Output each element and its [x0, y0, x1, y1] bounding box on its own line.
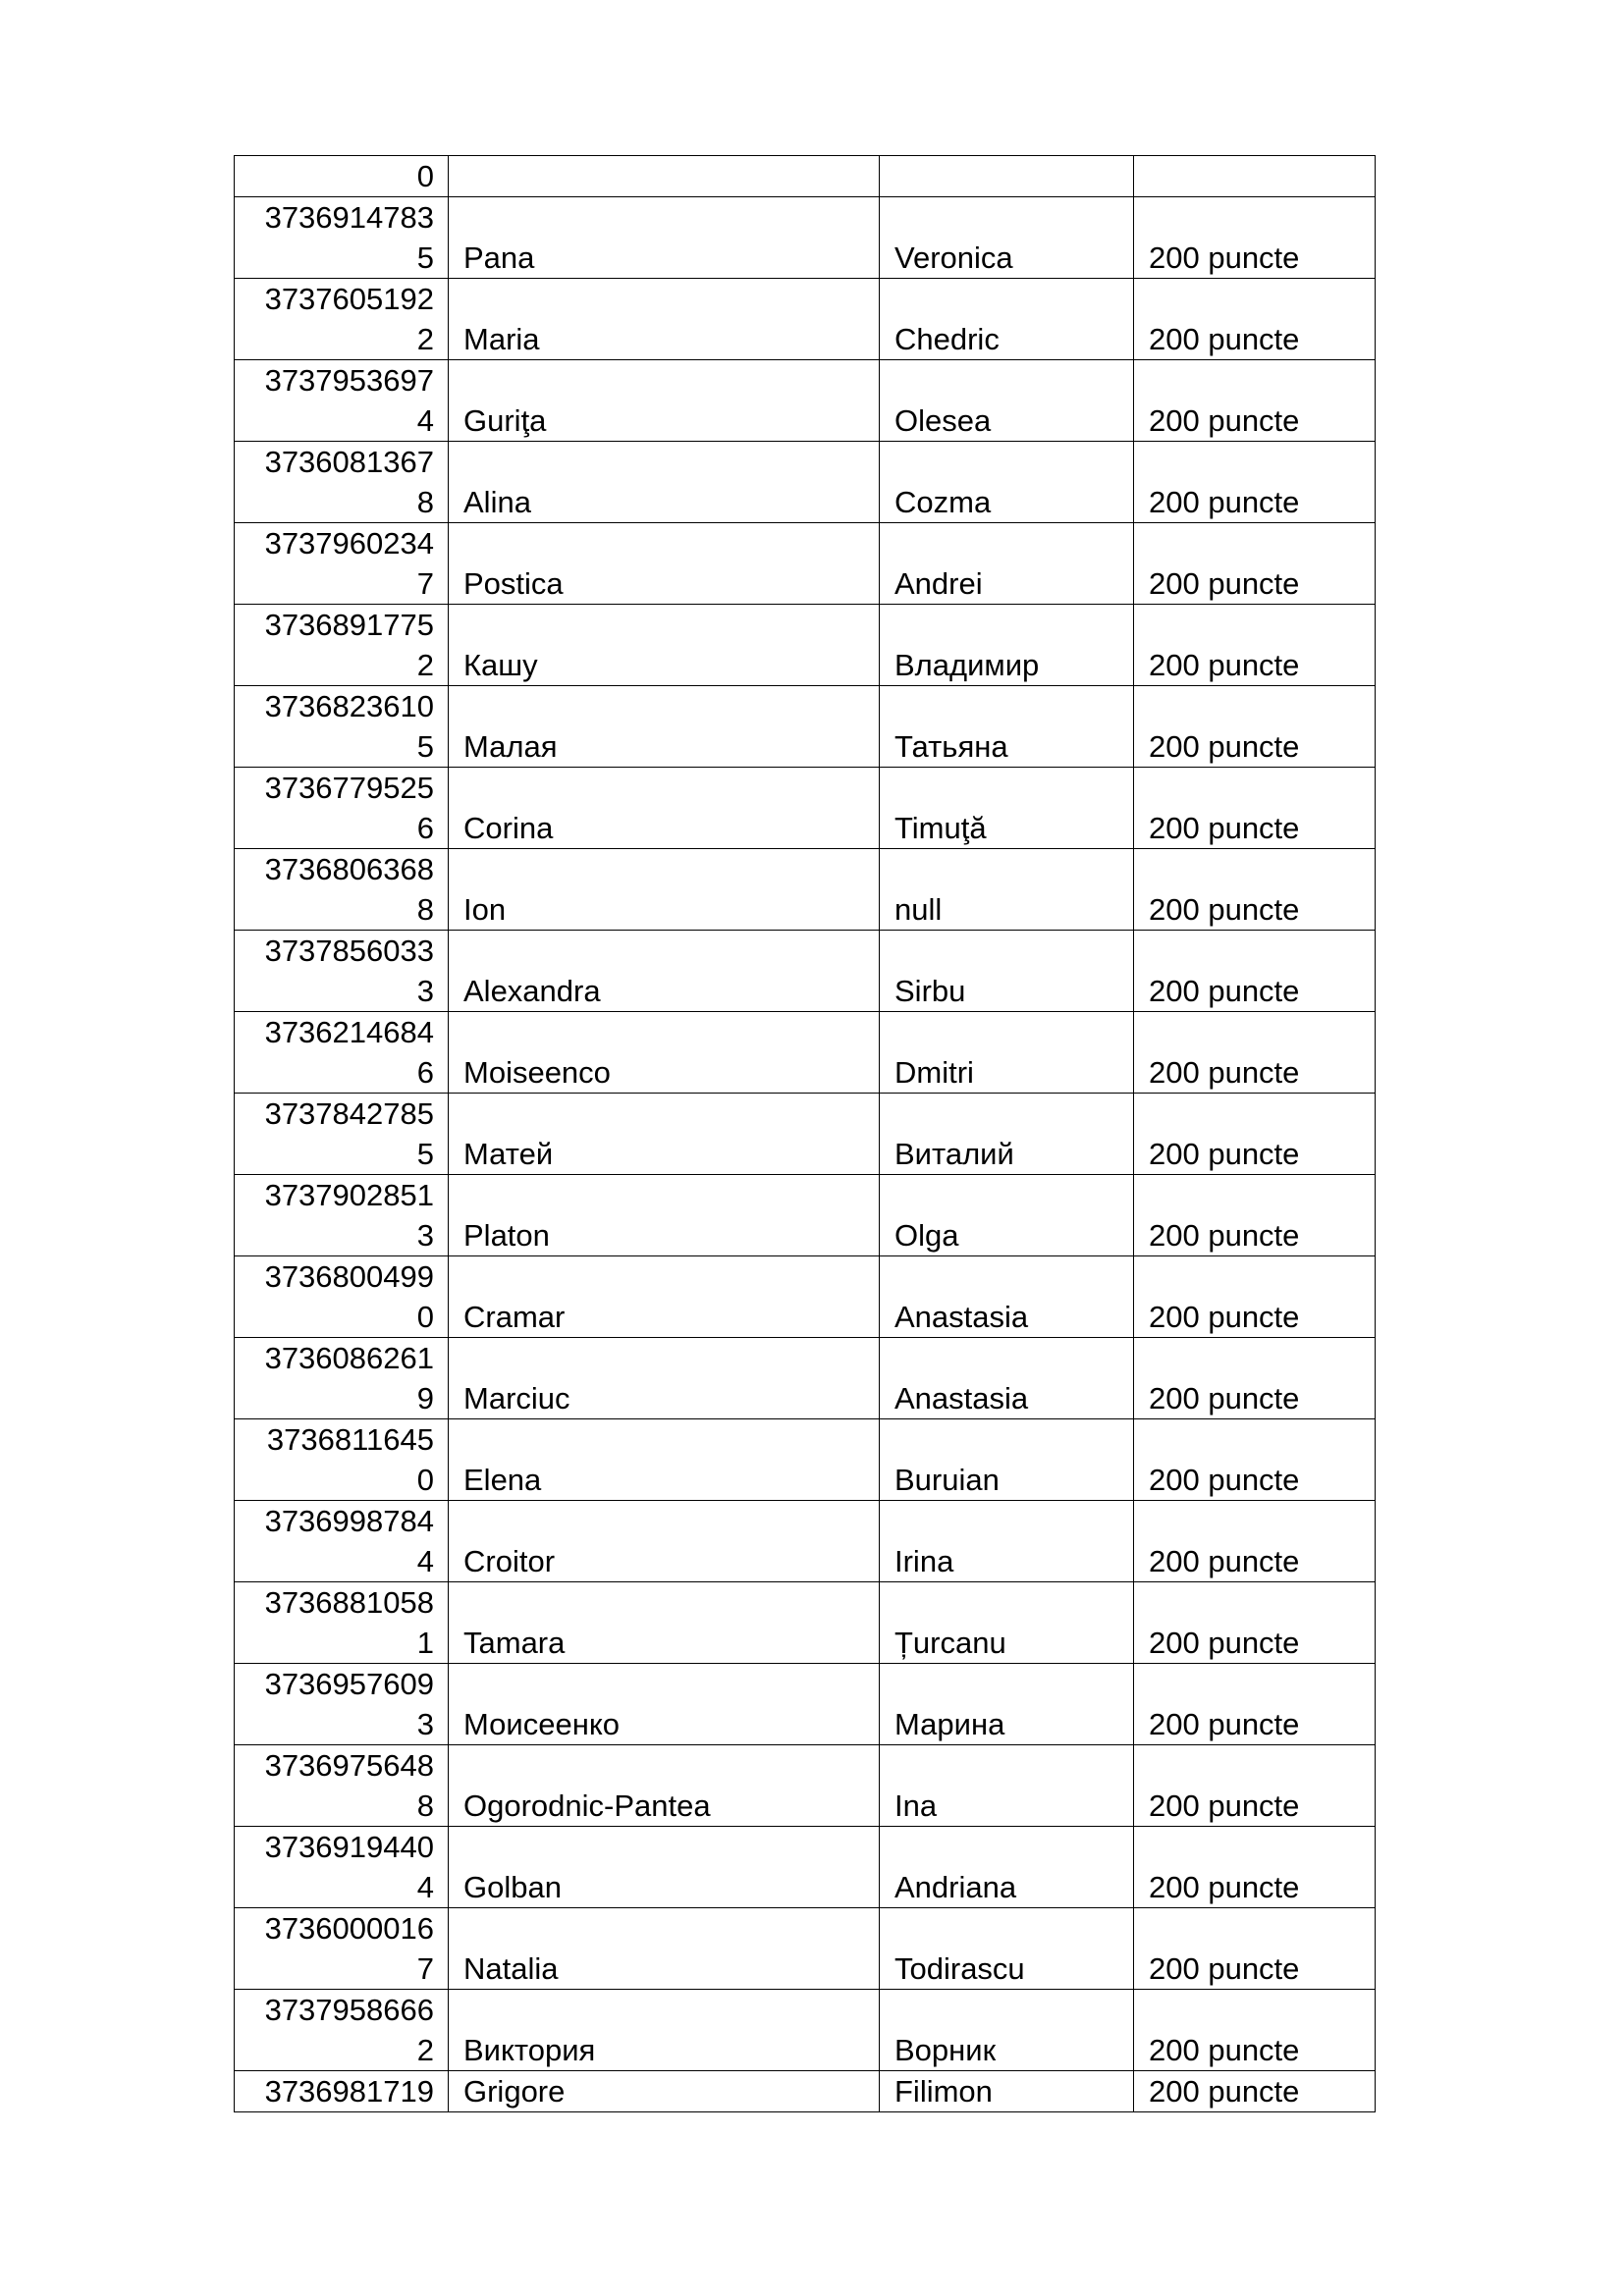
name-cell: Andriana: [880, 1827, 1134, 1908]
phone-cell: [235, 2071, 449, 2112]
points-cell: 200 puncte: [1134, 1990, 1376, 2071]
name-cell: Buruian: [880, 1419, 1134, 1501]
phone-text-line1: 3737953697: [264, 363, 434, 398]
table-row: [235, 1012, 1376, 1094]
points-cell: 200 puncte: [1134, 686, 1376, 768]
table-row: [235, 768, 1376, 849]
points-cell: 200 puncte: [1134, 1012, 1376, 1094]
table-row: [235, 1501, 1376, 1582]
points-cell: 200 puncte: [1134, 442, 1376, 523]
name-cell: Timuţă: [880, 768, 1134, 849]
phone-text-line2: 6: [416, 1055, 434, 1090]
name-cell: Irina: [880, 1501, 1134, 1582]
phone-text-line2: 7: [416, 566, 434, 601]
points-cell: 200 puncte: [1134, 768, 1376, 849]
name-cell: Виктория: [449, 1990, 880, 2071]
table-row: [235, 1827, 1376, 1908]
table-row: [235, 1175, 1376, 1256]
name-cell: Ogorodnic-Pantea: [449, 1745, 880, 1827]
name-cell: Corina: [449, 768, 880, 849]
phone-cell: [235, 1664, 449, 1745]
table-row: [235, 1664, 1376, 1745]
phone-cell: [235, 605, 449, 686]
phone-cell: [235, 931, 449, 1012]
name-cell: Татьяна: [880, 686, 1134, 768]
points-cell: 200 puncte: [1134, 605, 1376, 686]
table-row: [235, 1094, 1376, 1175]
phone-text-line1: 3736957609: [264, 1667, 434, 1701]
name-cell: Tamara: [449, 1582, 880, 1664]
phone-cell: [235, 1419, 449, 1501]
points-cell: 200 puncte: [1134, 197, 1376, 279]
table-row: [235, 156, 1376, 197]
table-row: [235, 442, 1376, 523]
table-row: [235, 1338, 1376, 1419]
phone-text-line1: 3736214684: [264, 1015, 434, 1049]
table-row: [235, 2071, 1376, 2112]
phone-cell: [235, 442, 449, 523]
table-row: [235, 605, 1376, 686]
table-row: [235, 849, 1376, 931]
table-row: [235, 1419, 1376, 1501]
points-cell: 200 puncte: [1134, 1664, 1376, 1745]
points-cell: 200 puncte: [1134, 1745, 1376, 1827]
phone-cell: [235, 1012, 449, 1094]
name-cell: Матей: [449, 1094, 880, 1175]
phone-text-line2: 7: [416, 1951, 434, 1986]
phone-text-line2: 2: [416, 322, 434, 356]
points-cell: 200 puncte: [1134, 1501, 1376, 1582]
points-cell: 200 puncte: [1134, 279, 1376, 360]
phone-cell: [235, 1745, 449, 1827]
points-cell: 200 puncte: [1134, 931, 1376, 1012]
points-cell: 200 puncte: [1134, 523, 1376, 605]
name-cell: Виталий: [880, 1094, 1134, 1175]
name-cell: Ion: [449, 849, 880, 931]
name-cell: null: [880, 849, 1134, 931]
name-cell: Alina: [449, 442, 880, 523]
table-row: [235, 1745, 1376, 1827]
phone-text-line1: 3736800499: [264, 1259, 434, 1294]
phone-text-line2: 5: [416, 240, 434, 275]
name-cell: Veronica: [880, 197, 1134, 279]
phone-text-line1: 3736919440: [264, 1830, 434, 1864]
name-cell: Guriţa: [449, 360, 880, 442]
phone-cell: [235, 1582, 449, 1664]
points-cell: 200 puncte: [1134, 1338, 1376, 1419]
phone-text-line2: 8: [416, 485, 434, 519]
phone-text-line2: 8: [416, 892, 434, 927]
phone-text-line1: 3736975648: [264, 1748, 434, 1783]
points-cell: 200 puncte: [1134, 1175, 1376, 1256]
phone-text-line1: 3736811645: [266, 1422, 434, 1457]
name-cell: Maria: [449, 279, 880, 360]
name-cell: Marciuc: [449, 1338, 880, 1419]
phone-text-line2: 3: [416, 1707, 434, 1741]
phone-text-line1: 3736000016: [264, 1911, 434, 1946]
name-cell: Ina: [880, 1745, 1134, 1827]
points-cell: 200 puncte: [1134, 1419, 1376, 1501]
table-row: [235, 1582, 1376, 1664]
phone-text-line2: 0: [416, 1300, 434, 1334]
phone-text-line2: 6: [416, 811, 434, 845]
phone-text-line1: 3736881058: [264, 1585, 434, 1620]
phone-cell: [235, 849, 449, 931]
name-cell: Моисеенко: [449, 1664, 880, 1745]
phone-text-line2: 1: [416, 1626, 434, 1660]
phone-text-line1: 3737960234: [264, 526, 434, 561]
name-cell: Кашу: [449, 605, 880, 686]
name-cell: Elena: [449, 1419, 880, 1501]
points-cell: 200 puncte: [1134, 1908, 1376, 1990]
phone-text-line1: 3737605192: [264, 282, 434, 316]
phone-text-line1: 3736779525: [264, 771, 434, 805]
name-cell: Pana: [449, 197, 880, 279]
name-cell: Cozma: [880, 442, 1134, 523]
phone-cell: [235, 1256, 449, 1338]
phone-text-line2: 0: [416, 1463, 434, 1497]
name-cell: Andrei: [880, 523, 1134, 605]
results-table: [234, 155, 1376, 2112]
phone-text-line2: 4: [416, 403, 434, 438]
phone-cell: [235, 1338, 449, 1419]
table-row: [235, 1990, 1376, 2071]
name-cell: Владимир: [880, 605, 1134, 686]
name-cell: Cramar: [449, 1256, 880, 1338]
name-cell: Chedric: [880, 279, 1134, 360]
phone-text-line1: 3736891775: [264, 608, 434, 642]
name-cell: Alexandra: [449, 931, 880, 1012]
table-row: [235, 279, 1376, 360]
phone-text-line2: 5: [416, 729, 434, 764]
phone-cell: [235, 523, 449, 605]
name-cell: Postica: [449, 523, 880, 605]
phone-text-line2: 8: [416, 1789, 434, 1823]
points-cell: [1134, 156, 1376, 197]
name-cell: Sirbu: [880, 931, 1134, 1012]
phone-text-line1: 3736998784: [264, 1504, 434, 1538]
phone-text: 3736981719: [264, 2074, 434, 2109]
name-cell: Dmitri: [880, 1012, 1134, 1094]
phone-cell: [235, 1908, 449, 1990]
name-cell: Natalia: [449, 1908, 880, 1990]
name-cell: Todirascu: [880, 1908, 1134, 1990]
name-cell: Croitor: [449, 1501, 880, 1582]
phone-text-line1: 3737842785: [264, 1096, 434, 1131]
phone-text-line2: 4: [416, 1544, 434, 1578]
phone-text-line2: 2: [416, 2033, 434, 2067]
name-cell: Anastasia: [880, 1256, 1134, 1338]
phone-text-line2: 3: [416, 974, 434, 1008]
name-cell: Olesea: [880, 360, 1134, 442]
phone-cell: [235, 1501, 449, 1582]
phone-text-line1: 3736081367: [264, 445, 434, 479]
phone-text-line1: 3737958666: [264, 1993, 434, 2027]
points-cell: 200 puncte: [1134, 1827, 1376, 1908]
table-row: [235, 197, 1376, 279]
name-cell: Olga: [880, 1175, 1134, 1256]
phone-text-line1: 3737902851: [264, 1178, 434, 1212]
table-row: [235, 360, 1376, 442]
name-cell: Ворник: [880, 1990, 1134, 2071]
phone-cell: [235, 1175, 449, 1256]
name-cell: [449, 156, 880, 197]
phone-text-line1: 3736086261: [264, 1341, 434, 1375]
points-cell: 200 puncte: [1134, 1582, 1376, 1664]
table-body: [235, 156, 1376, 2112]
table-row: [235, 1908, 1376, 1990]
name-cell: Марина: [880, 1664, 1134, 1745]
phone-text: 0: [416, 159, 434, 193]
name-cell: Țurcanu: [880, 1582, 1134, 1664]
points-cell: 200 puncte: [1134, 360, 1376, 442]
phone-text-line2: 9: [416, 1381, 434, 1415]
name-cell: Малая: [449, 686, 880, 768]
name-cell: Moiseenco: [449, 1012, 880, 1094]
name-cell: Anastasia: [880, 1338, 1134, 1419]
phone-cell: [235, 1094, 449, 1175]
phone-text-line2: 5: [416, 1137, 434, 1171]
phone-text-line2: 3: [416, 1218, 434, 1253]
points-cell: 200 puncte: [1134, 2071, 1376, 2112]
phone-text-line1: 3736823610: [264, 689, 434, 723]
table-row: [235, 686, 1376, 768]
name-cell: [880, 156, 1134, 197]
phone-cell: [235, 686, 449, 768]
phone-cell: [235, 1990, 449, 2071]
table-row: [235, 1256, 1376, 1338]
phone-text-line1: 3736914783: [264, 200, 434, 235]
phone-cell: [235, 768, 449, 849]
name-cell: Filimon: [880, 2071, 1134, 2112]
points-cell: 200 puncte: [1134, 1256, 1376, 1338]
table-row: [235, 931, 1376, 1012]
name-cell: Platon: [449, 1175, 880, 1256]
phone-cell: [235, 156, 449, 197]
points-cell: 200 puncte: [1134, 1094, 1376, 1175]
points-cell: 200 puncte: [1134, 849, 1376, 931]
phone-cell: [235, 197, 449, 279]
phone-text-line2: 4: [416, 1870, 434, 1904]
phone-text-line1: 3737856033: [264, 934, 434, 968]
name-cell: Golban: [449, 1827, 880, 1908]
phone-cell: [235, 1827, 449, 1908]
phone-cell: [235, 279, 449, 360]
table-row: [235, 523, 1376, 605]
name-cell: Grigore: [449, 2071, 880, 2112]
phone-text-line2: 2: [416, 648, 434, 682]
phone-cell: [235, 360, 449, 442]
phone-text-line1: 3736806368: [264, 852, 434, 886]
